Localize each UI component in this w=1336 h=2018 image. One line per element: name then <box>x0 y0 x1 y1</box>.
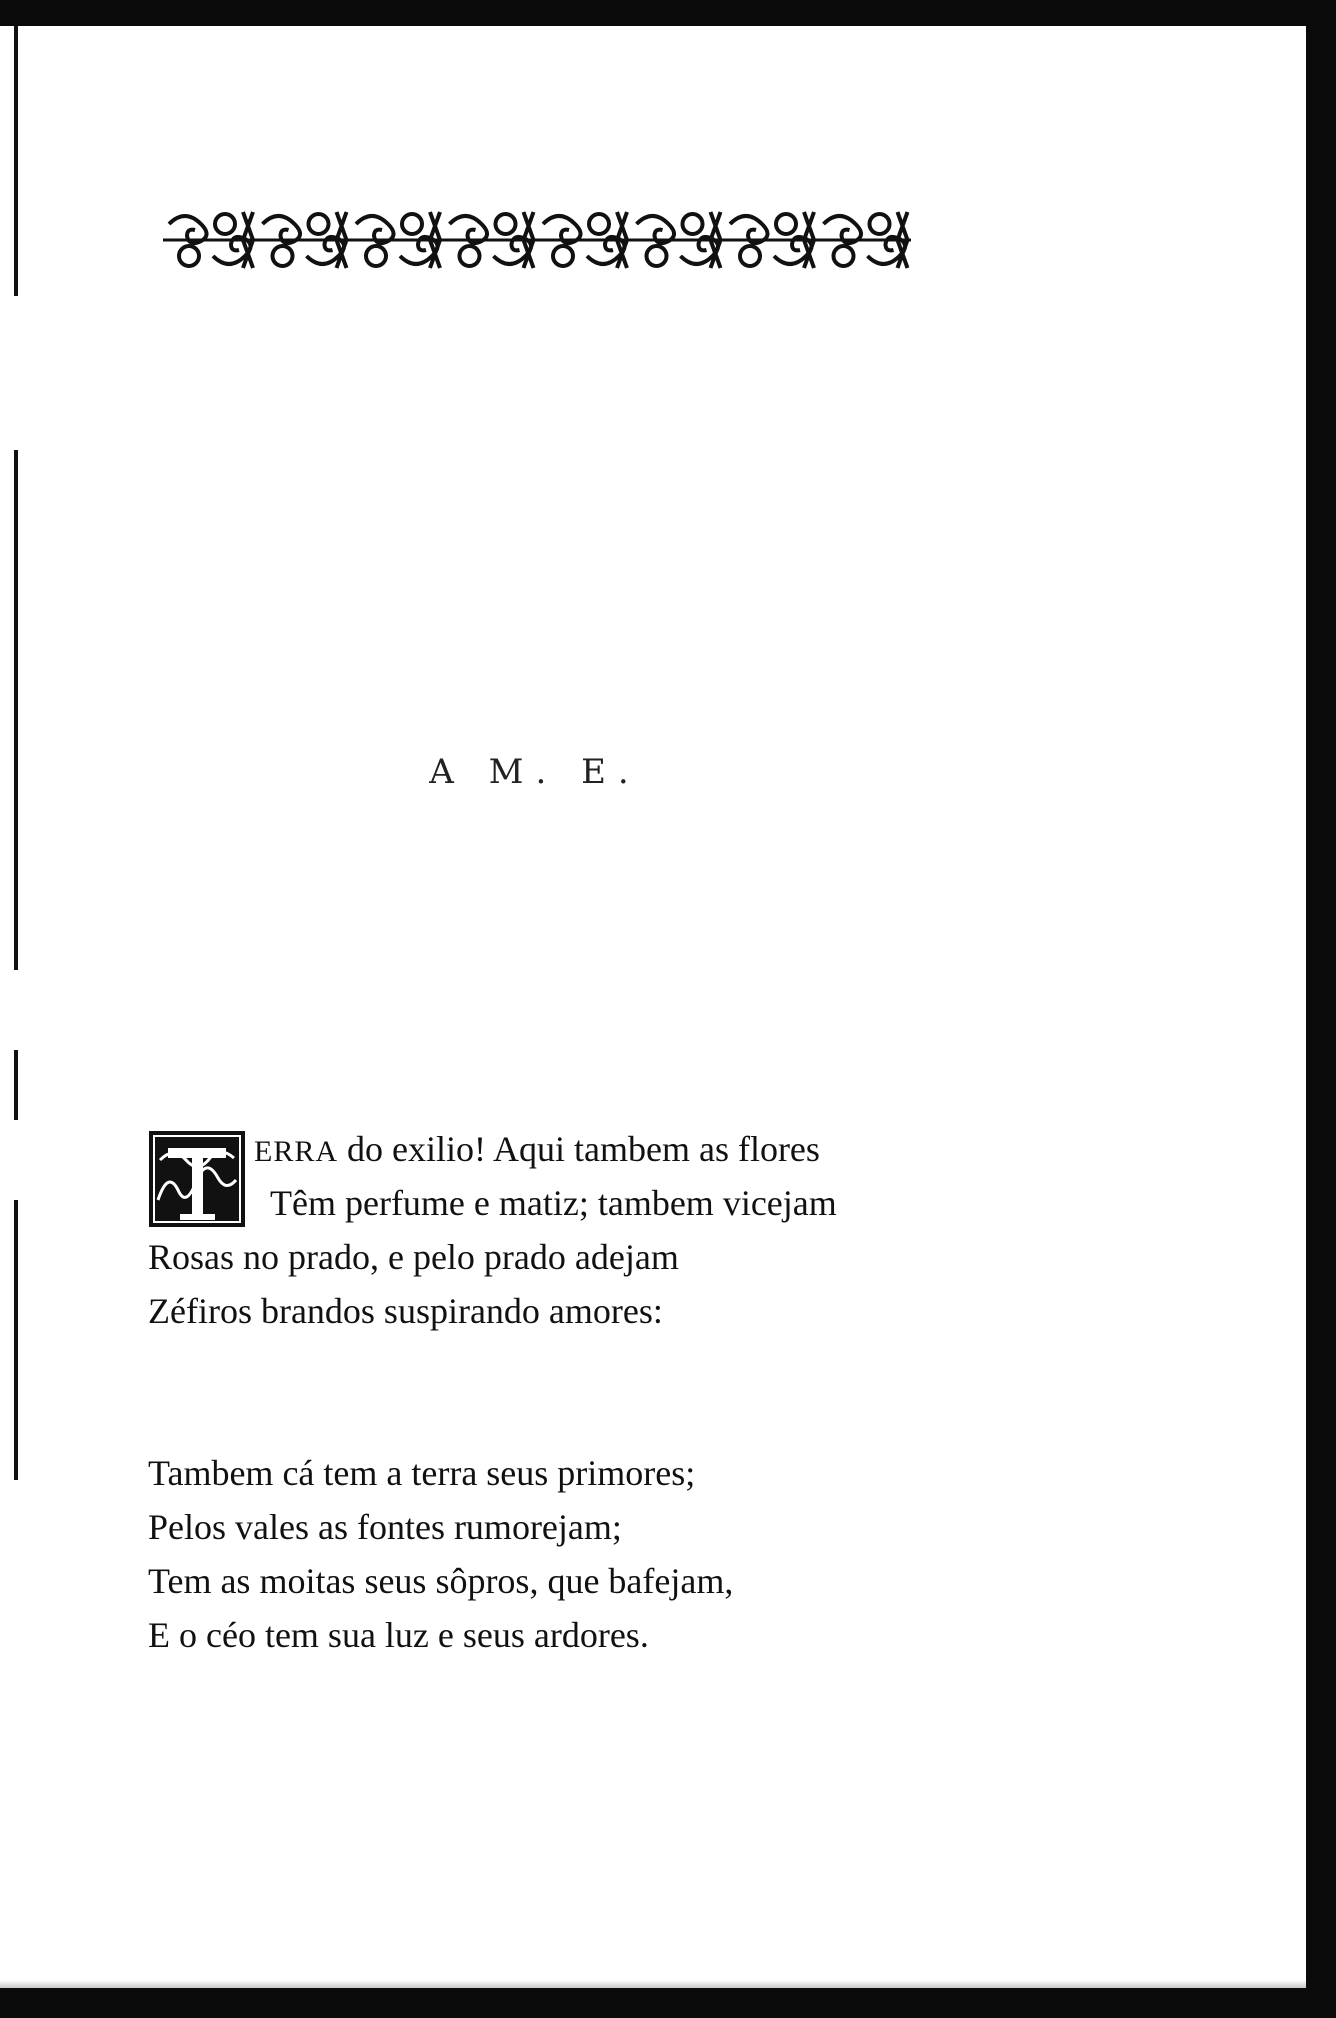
scan-edge-left <box>14 450 18 970</box>
poem-first-line <box>148 1122 948 1176</box>
scan-edge-bottom <box>0 1988 1336 2018</box>
ornamental-initial-icon <box>148 1130 246 1228</box>
scan-edge-left <box>14 26 18 296</box>
scan-edge-top <box>0 0 1336 26</box>
poem-line: E o céo tem sua luz e seus ardores. <box>148 1615 649 1655</box>
poem-line: Tem as moitas seus sôpros, que bafejam, <box>148 1561 734 1601</box>
scan-edge-left <box>14 1200 18 1480</box>
scan-edge-left <box>14 1050 18 1120</box>
poem-line: Têm perfume e matiz; tambem vicejam <box>270 1183 837 1223</box>
dedication-heading: A M. E. <box>429 752 641 792</box>
poem-line: Rosas no prado, e pelo prado adejam <box>148 1237 679 1277</box>
scan-edge-shadow <box>0 1980 1306 1988</box>
first-word-smallcaps: ERRA <box>254 1135 339 1168</box>
decorative-header-band-icon <box>163 204 911 276</box>
poem-line: Tambem cá tem a terra seus primores; <box>148 1453 696 1493</box>
scan-edge-right <box>1306 0 1336 2018</box>
poem-line: Zéfiros brandos suspirando amores: <box>148 1291 663 1331</box>
stanza-2 <box>148 1446 948 1662</box>
first-line-text: do exilio! Aqui tambem as flores <box>338 1129 820 1169</box>
poem-line: Pelos vales as fontes rumorejam; <box>148 1507 622 1547</box>
poem <box>148 1122 948 1662</box>
stanza-1 <box>148 1122 948 1338</box>
